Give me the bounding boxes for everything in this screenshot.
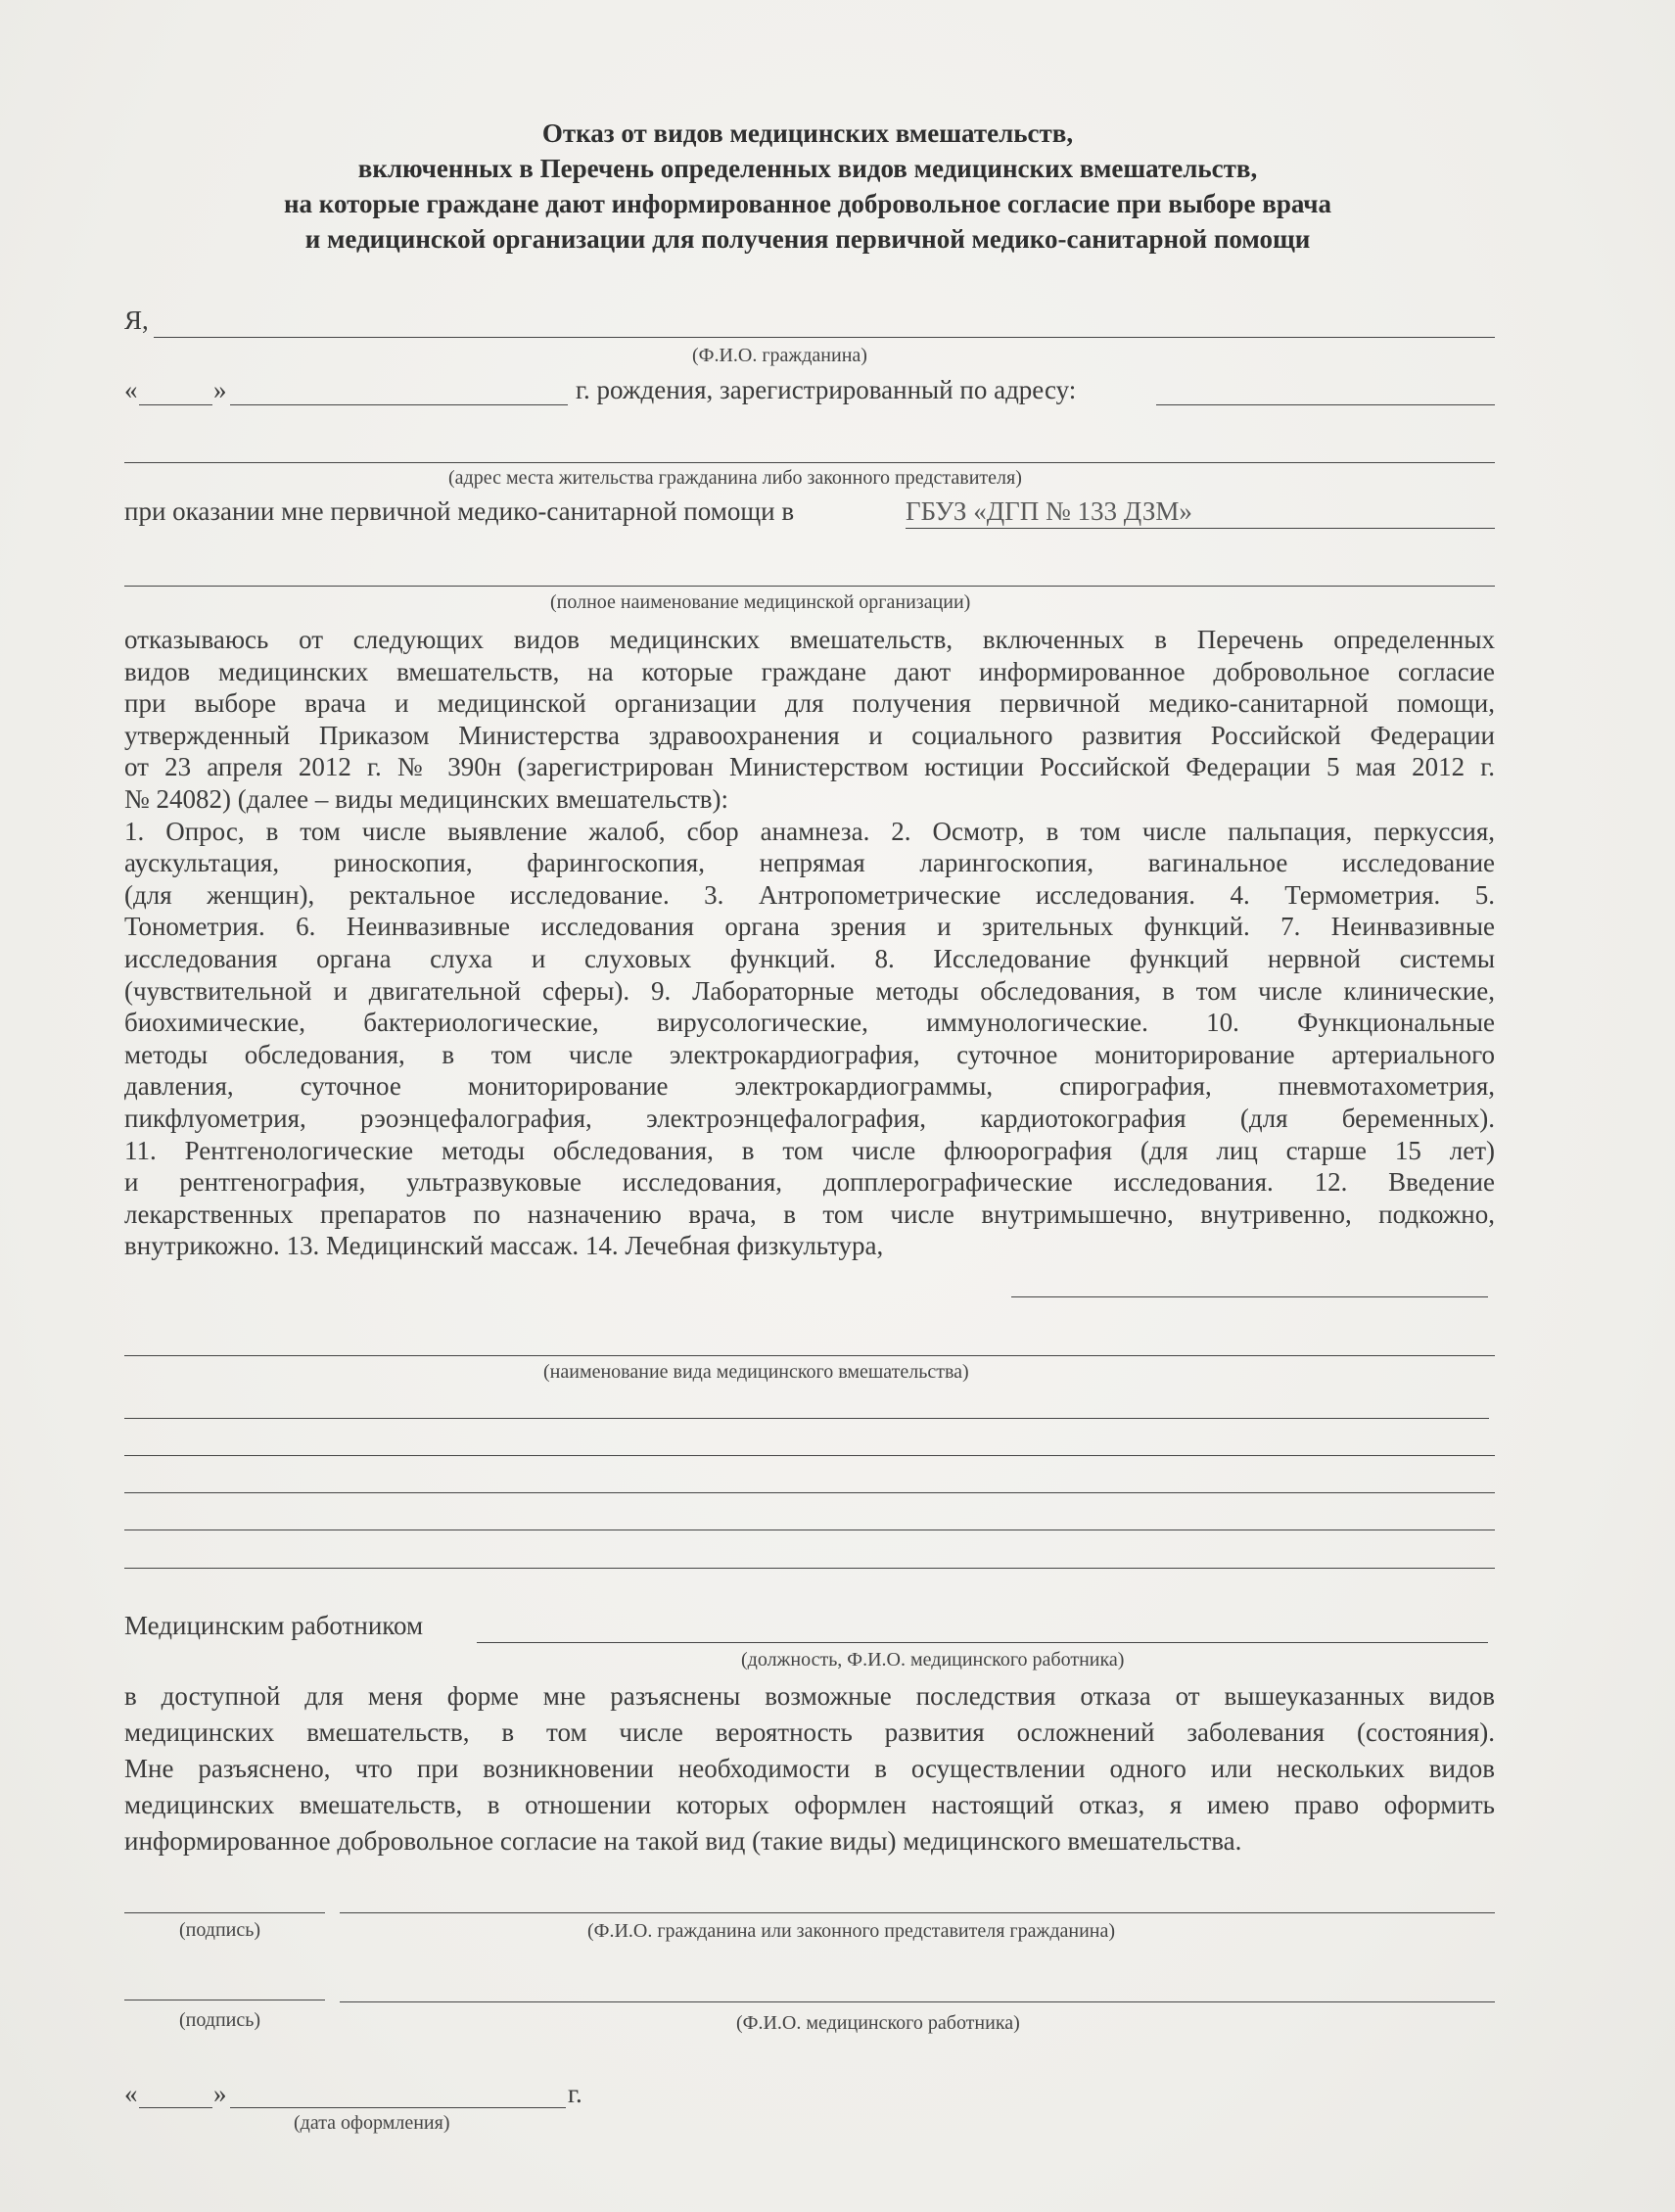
title-line: Отказ от видов медицинских вмешательств, bbox=[541, 118, 1074, 148]
body-line: внутрикожно. 13. Медицинский массаж. 14. Лечебная физкультура, bbox=[124, 1231, 884, 1261]
body-line: 1. Опрос, в том числе выявление жалоб, сбор анамнеза. 2. Осмотр, в том числе пальпация, перкуссия, bbox=[124, 816, 1495, 846]
body-line: исследования органа слуха и слуховых функций. 8. Исследование функций нервной системы bbox=[124, 943, 1495, 973]
body-line: пикфлуометрия, рэоэнцефалография, электроэнцефалография, кардиотокография (для беременных). bbox=[124, 1103, 1495, 1133]
fio-caption: (Ф.И.О. гражданина) bbox=[692, 345, 867, 366]
body-line: 11. Рентгенологические методы обследования, в том числе флюорография (для лиц старше 15 лет) bbox=[124, 1135, 1495, 1165]
date-caption: (дата оформления) bbox=[294, 2112, 450, 2134]
date-month-year-line[interactable] bbox=[230, 2107, 566, 2108]
signature-caption: (подпись) bbox=[179, 2009, 261, 2031]
birth-address-label: г. рождения, зарегистрированный по адресу: bbox=[576, 375, 1077, 404]
birth-date-close-quote: » bbox=[213, 375, 227, 404]
intervention-extra-line[interactable] bbox=[124, 1492, 1495, 1493]
organization-value: ГБУЗ «ДГП № 133 ДЗМ» bbox=[906, 496, 1192, 526]
body-line: методы обследования, в том числе электрокардиография, суточное мониторирование артериального bbox=[124, 1039, 1495, 1069]
birth-month-line[interactable] bbox=[230, 404, 568, 405]
explanation-paragraph bbox=[124, 1678, 1495, 1859]
body-line: (чувствительной и двигательной сферы). 9. Лабораторные методы обследования, в том числе клинические, bbox=[124, 975, 1495, 1006]
body-line: аускультация, риноскопия, фарингоскопия, непрямая ларингоскопия, вагинальное исследование bbox=[124, 848, 1495, 878]
address-caption: (адрес места жительства гражданина либо законного представителя) bbox=[448, 467, 1022, 489]
organization-line-1[interactable] bbox=[906, 528, 1495, 529]
body-line: от 23 апреля 2012 г. № 390н (зарегистрирован Министерством юстиции Российской Федерации 5 мая 2012 г. bbox=[124, 752, 1495, 782]
fio-line[interactable] bbox=[154, 337, 1495, 338]
body-line: давления, суточное мониторирование электрокардиограммы, спирография, пневмотахометрия, bbox=[124, 1071, 1495, 1102]
title-line: на которые граждане дают информированное добровольное согласие при выборе врача bbox=[284, 189, 1331, 218]
date-close-quote: » bbox=[213, 2079, 227, 2108]
body-line: отказываюсь от следующих видов медицинских вмешательств, включенных в Перечень определенных bbox=[124, 625, 1495, 654]
ya-label: Я, bbox=[124, 306, 149, 335]
intervention-extra-line[interactable] bbox=[124, 1418, 1489, 1419]
citizen-name-line[interactable] bbox=[340, 1912, 1495, 1913]
worker-label: Медицинским работником bbox=[124, 1611, 424, 1640]
birth-day-line[interactable] bbox=[139, 404, 212, 405]
body-line: № 24082) (далее – виды медицинских вмешательств): bbox=[124, 783, 729, 814]
refusal-paragraph bbox=[124, 624, 1495, 1262]
worker-name-line[interactable] bbox=[340, 2001, 1495, 2002]
care-prefix: при оказании мне первичной медико-санитарной помощи в bbox=[124, 496, 795, 526]
body-line: видов медицинских вмешательств, на которые граждане дают информированное добровольное согласие bbox=[124, 656, 1495, 686]
citizen-name-caption: (Ф.И.О. гражданина или законного представителя гражданина) bbox=[587, 1920, 1116, 1942]
organization-caption: (полное наименование медицинской организации) bbox=[550, 591, 971, 613]
explanation-line: медицинских вмешательств, в отношении которых оформлен настоящий отказ, я имею право оформить bbox=[124, 1790, 1495, 1819]
explanation-line: Мне разъяснено, что при возникновении необходимости в осуществлении одного или нескольких видов bbox=[124, 1754, 1495, 1783]
intervention-inline-line[interactable] bbox=[1011, 1296, 1488, 1297]
body-line: Тонометрия. 6. Неинвазивные исследования органа зрения и зрительных функций. 7. Неинвазивные bbox=[124, 912, 1495, 942]
citizen-signature-line[interactable] bbox=[124, 1912, 325, 1913]
worker-caption: (должность, Ф.И.О. медицинского работника) bbox=[741, 1649, 1125, 1671]
explanation-line: информированное добровольное согласие на такой вид (такие виды) медицинского вмешательства. bbox=[124, 1826, 1242, 1856]
intervention-extra-line[interactable] bbox=[124, 1568, 1495, 1569]
body-line: утвержденный Приказом Министерства здравоохранения и социального развития Российской Федерации bbox=[124, 720, 1495, 750]
body-line: и рентгенография, ультразвуковые исследования, допплерографические исследования. 12. Введение bbox=[124, 1167, 1495, 1198]
organization-line-2[interactable] bbox=[124, 586, 1495, 587]
worker-name-caption: (Ф.И.О. медицинского работника) bbox=[736, 2012, 1020, 2034]
date-open-quote: « bbox=[124, 2079, 138, 2108]
body-line: биохимические, бактериологические, вирусологические, иммунологические. 10. Функциональные bbox=[124, 1008, 1495, 1038]
signature-caption: (подпись) bbox=[179, 1919, 261, 1941]
body-line: лекарственных препаратов по назначению врача, в том числе внутримышечно, внутривенно, подкожно, bbox=[124, 1199, 1495, 1229]
explanation-line: в доступной для меня форме мне разъяснены возможные последствия отказа от вышеуказанных видов bbox=[124, 1681, 1495, 1711]
date-day-line[interactable] bbox=[139, 2107, 212, 2108]
document-title bbox=[117, 116, 1498, 257]
title-line: включенных в Перечень определенных видов медицинских вмешательств, bbox=[357, 154, 1258, 183]
worker-line[interactable] bbox=[477, 1642, 1488, 1643]
body-line: при выборе врача и медицинской организации для получения первичной медико-санитарной помощи, bbox=[124, 688, 1495, 719]
year-suffix: г. bbox=[568, 2079, 582, 2108]
body-line: (для женщин), ректальное исследование. 3. Антропометрические исследования. 4. Термометрия. 5. bbox=[124, 879, 1495, 910]
intervention-line[interactable] bbox=[124, 1355, 1495, 1356]
intervention-caption: (наименование вида медицинского вмешательства) bbox=[543, 1361, 969, 1383]
title-line: и медицинской организации для получения первичной медико-санитарной помощи bbox=[304, 224, 1311, 254]
address-line-1[interactable] bbox=[1156, 404, 1495, 405]
birth-date-open-quote: « bbox=[124, 375, 138, 404]
explanation-line: медицинских вмешательств, в том числе вероятность развития осложнений заболевания (состояния). bbox=[124, 1718, 1495, 1747]
address-line-2[interactable] bbox=[124, 462, 1495, 463]
intervention-extra-line[interactable] bbox=[124, 1455, 1495, 1456]
